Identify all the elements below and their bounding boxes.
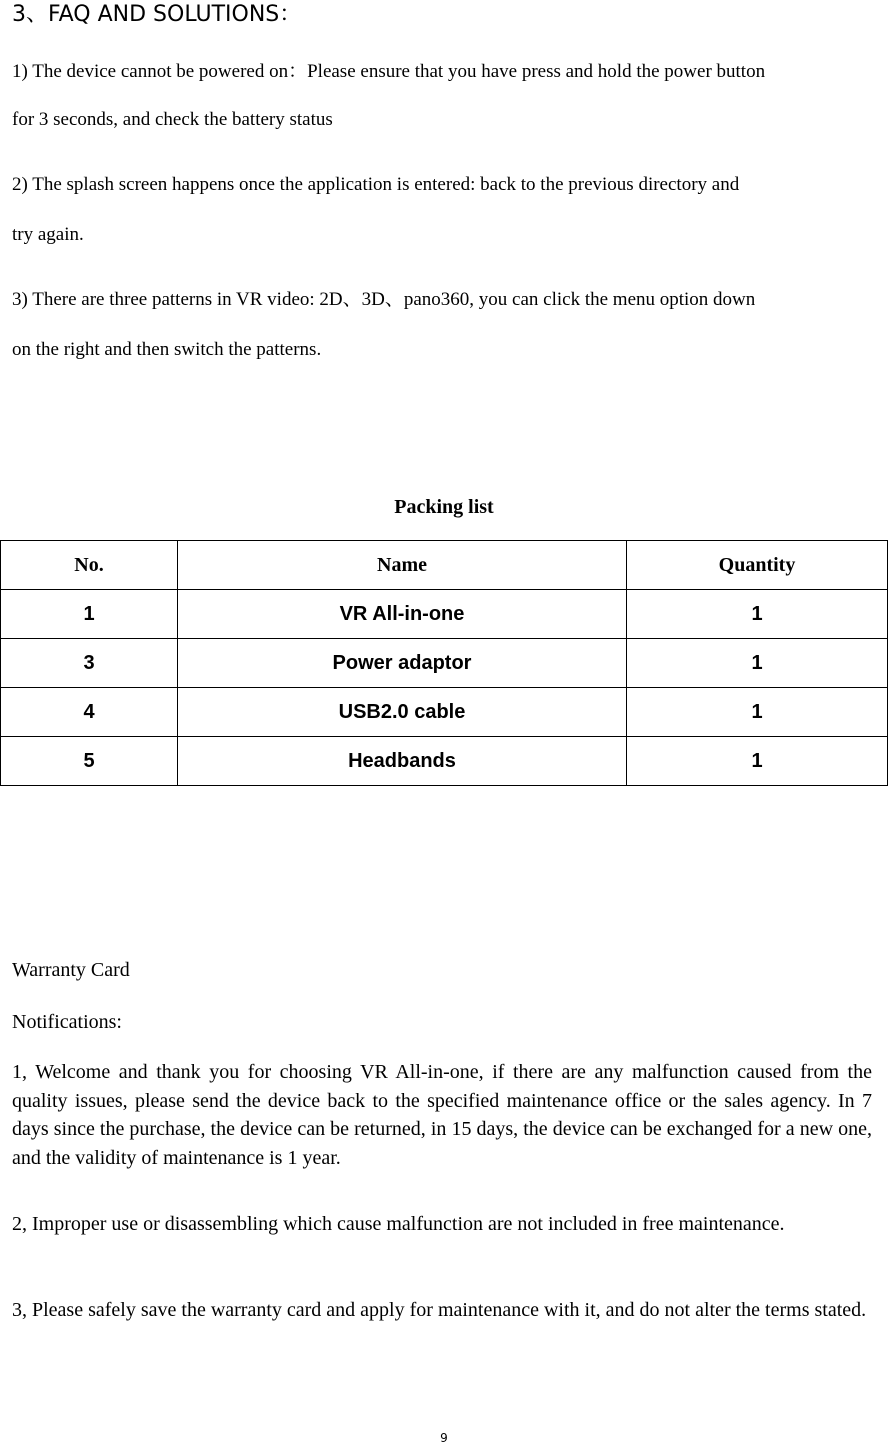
- cell-no: 5: [1, 737, 178, 786]
- cell-no: 1: [1, 590, 178, 639]
- faq-item-3-line-2: on the right and then switch the patterns.: [12, 339, 322, 360]
- cell-quantity: 1: [627, 737, 888, 786]
- cell-quantity: 1: [627, 688, 888, 737]
- faq-item-2-line-2: try again.: [12, 224, 84, 245]
- column-header-quantity: Quantity: [627, 541, 888, 590]
- faq-heading: 3、FAQ AND SOLUTIONS：: [12, 2, 302, 27]
- faq-item-1-line-1: 1) The device cannot be powered on：Please ensure that you have press and hold the power button: [12, 61, 766, 82]
- column-header-name: Name: [178, 541, 627, 590]
- packing-list-table: [0, 540, 888, 786]
- cell-quantity: 1: [627, 590, 888, 639]
- cell-name: VR All-in-one: [178, 590, 627, 639]
- faq-item-3-line-1: 3) There are three patterns in VR video: 2D、3D、pano360, you can click the menu option down: [12, 289, 756, 310]
- table-row: [1, 639, 888, 688]
- table-row: [1, 590, 888, 639]
- warranty-notifications-label: Notifications:: [12, 1011, 122, 1033]
- warranty-paragraph-1: 1, Welcome and thank you for choosing VR All-in-one, if there are any malfunction caused from the quality issues, please send the device back to the specified maintenance office or the sales agency. In 7 days since the purchase, the device can be returned, in 15 days, the device can be exchanged for a new one, and the validity of maintenance is 1 year.: [12, 1061, 872, 1169]
- cell-no: 4: [1, 688, 178, 737]
- page-number: 9: [440, 1431, 448, 1445]
- table-row: [1, 737, 888, 786]
- column-header-no: No.: [1, 541, 178, 590]
- cell-name: Headbands: [178, 737, 627, 786]
- warranty-title: Warranty Card: [12, 959, 130, 981]
- packing-list-title: Packing list: [394, 496, 494, 518]
- table-header-row: [1, 541, 888, 590]
- cell-no: 3: [1, 639, 178, 688]
- faq-item-2-line-1: 2) The splash screen happens once the application is entered: back to the previous directory and: [12, 174, 740, 195]
- table-row: [1, 688, 888, 737]
- warranty-paragraph-2: 2, Improper use or disassembling which cause malfunction are not included in free maintenance.: [12, 1213, 785, 1235]
- faq-item-1-line-2: for 3 seconds, and check the battery status: [12, 109, 333, 130]
- cell-quantity: 1: [627, 639, 888, 688]
- cell-name: Power adaptor: [178, 639, 627, 688]
- warranty-paragraph-3: 3, Please safely save the warranty card and apply for maintenance with it, and do not alter the terms stated.: [12, 1299, 867, 1321]
- cell-name: USB2.0 cable: [178, 688, 627, 737]
